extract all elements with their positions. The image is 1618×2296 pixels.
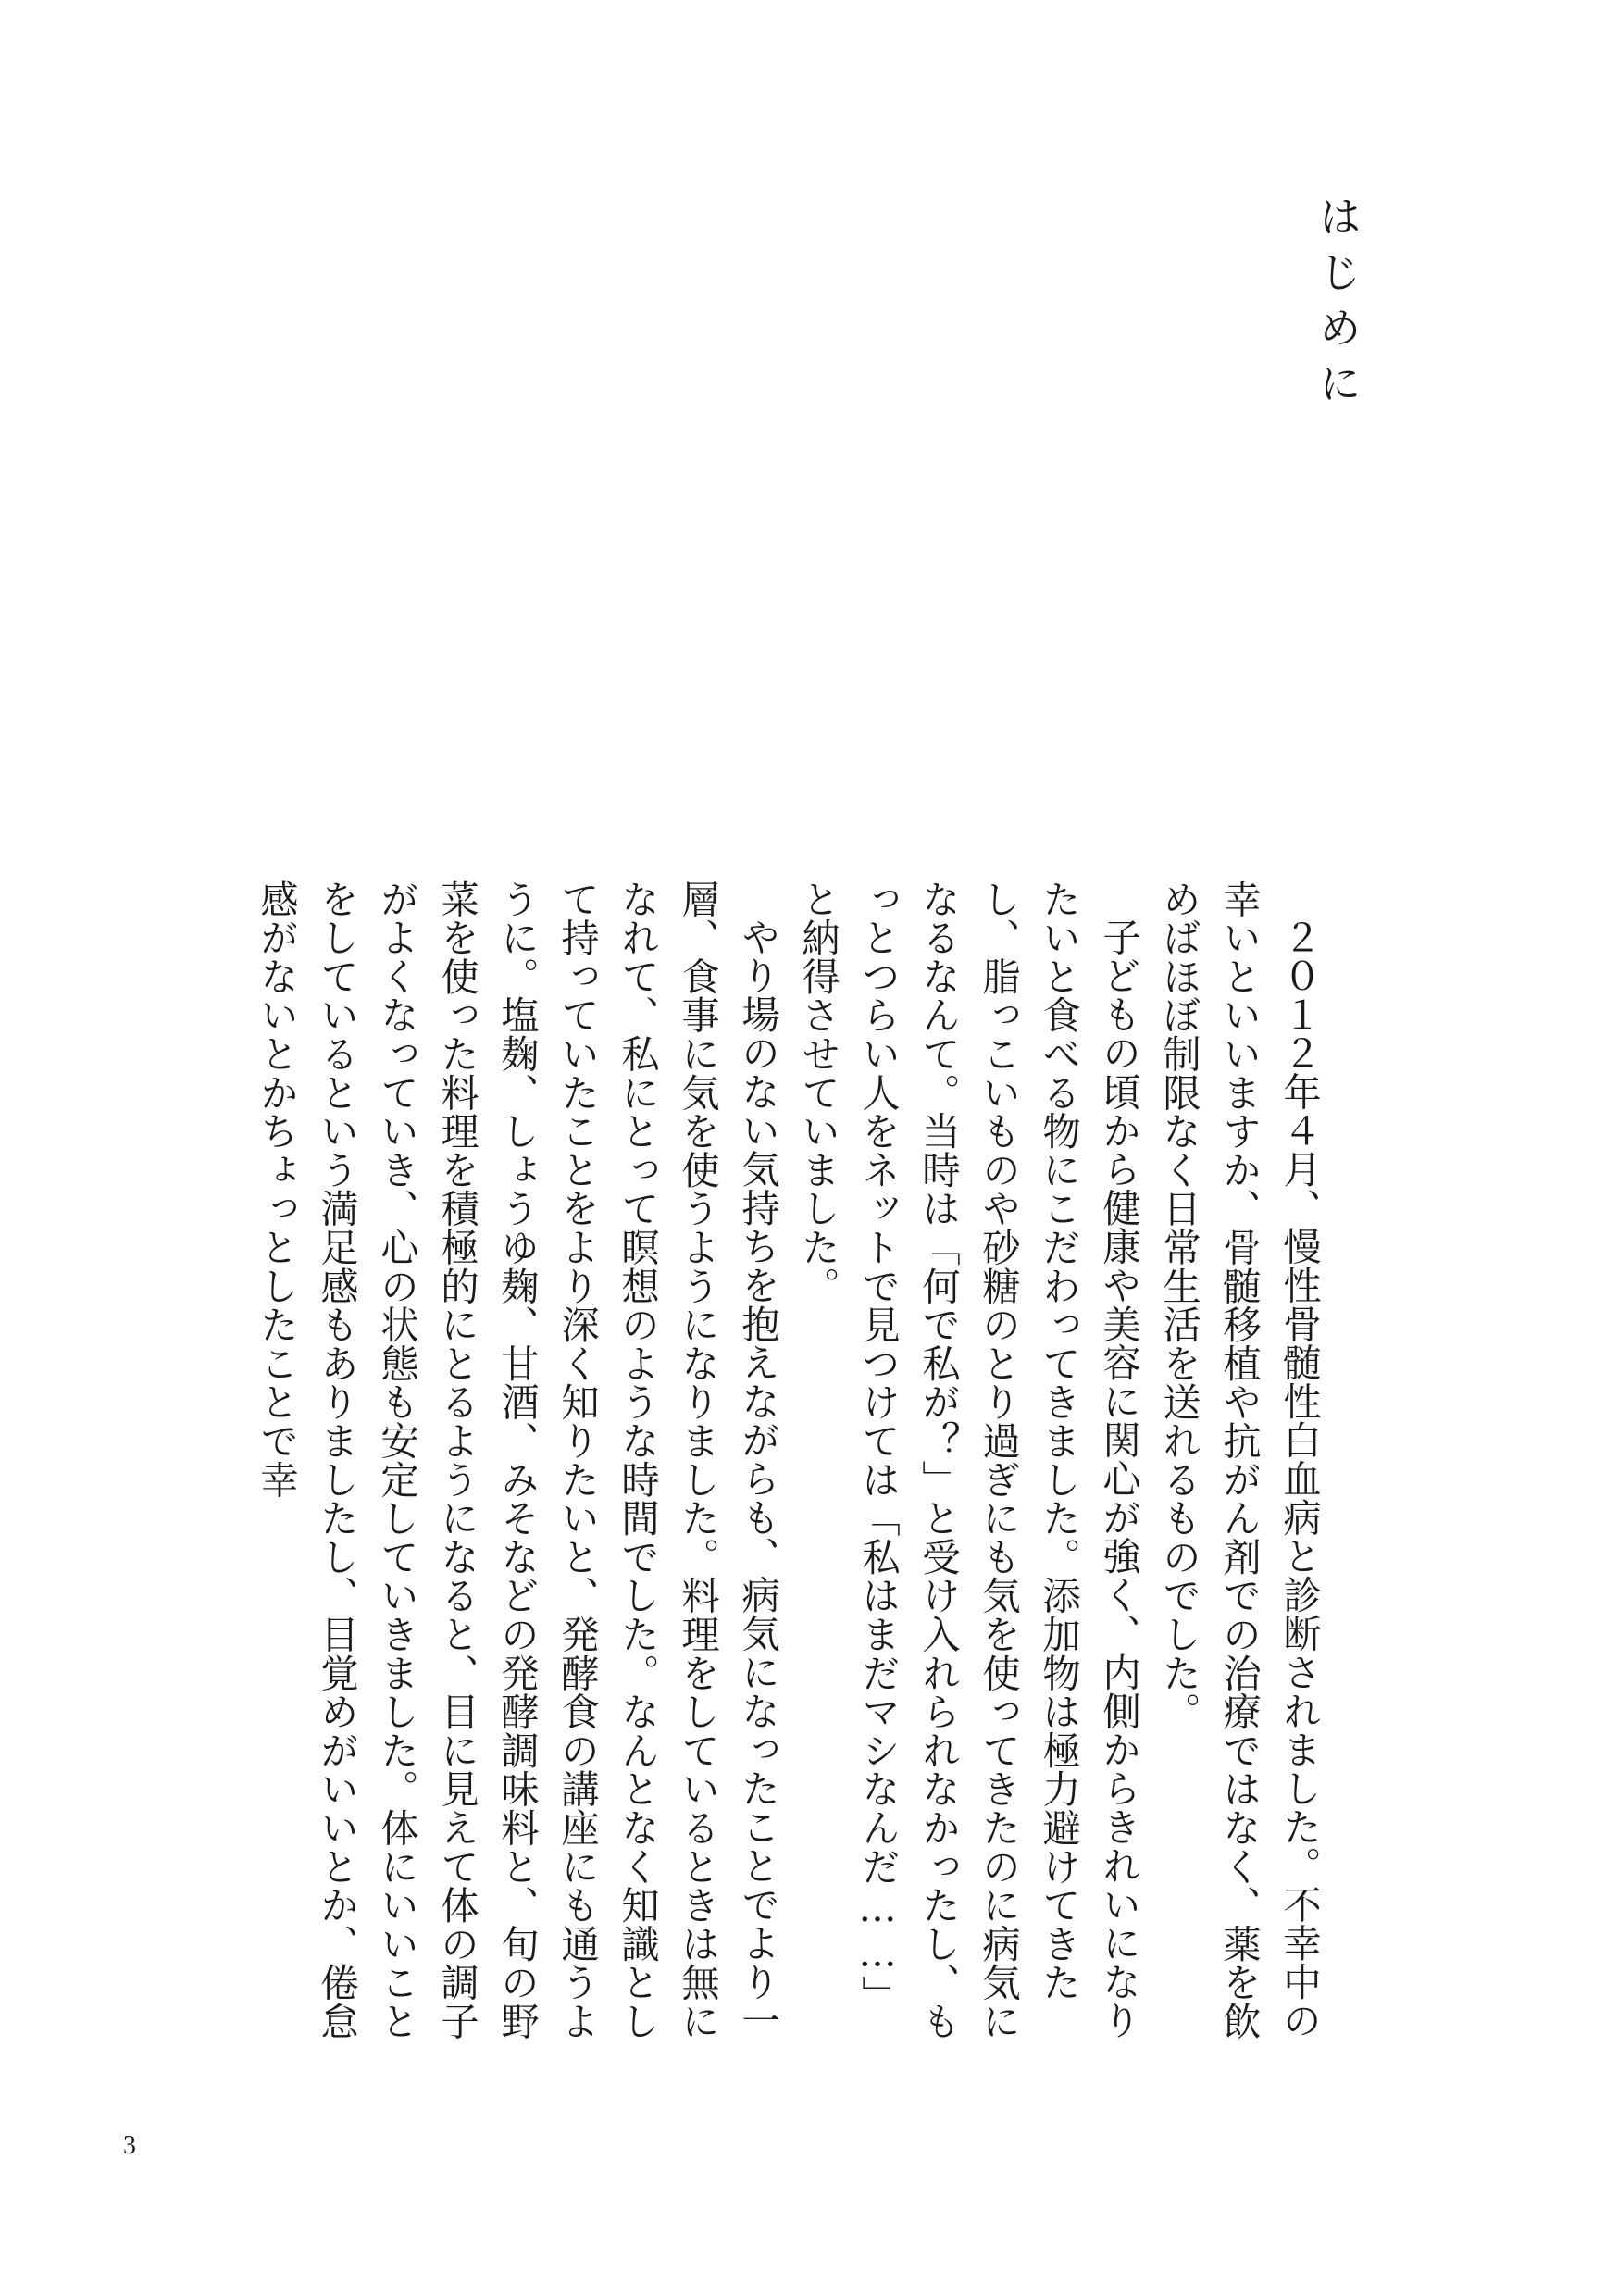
page-number: 3: [123, 2131, 136, 2160]
paragraph-2: 子どもの頃から健康や美容に関心が強く、内側からきれいになりたいと食べる物にこだわってきました。添加物は極力避けてきたし、脂っこいものや砂糖のとり過ぎにも気を使ってきたのに病気になるなんて。当時は「何で私が？」と受け入れられなかったし、もっとつらい人をネットで見つけては「私はまだマシなんだ……」と納得させていました。: [795, 880, 1140, 2040]
chapter-heading: はじめに: [1313, 194, 1363, 417]
body-text: [130, 880, 1328, 2046]
paragraph-1: ２０１２年４月、慢性骨髄性白血病と診断されました。不幸中の幸いといいますか、骨髄移植や抗がん剤での治療ではなく、薬を飲めばほぼ制限なく日常生活を送れるものでした。: [1156, 880, 1321, 2040]
paragraph-3: やり場のない気持ちを抱えながらも、病気になったことでより一層、食事に気を使うようになりました。料理をしているときは無になれて、私にとって瞑想のような時間でした。なんとなく知識として持っていたことをより深く知りたいと、発酵食の講座にも通うように。塩麹、しょうゆ麹、甘酒、みそなどの発酵調味料と、旬の野菜を使った料理を積極的にとるようになると、目に見えて体の調子がよくなっていき、心の状態も安定していきました。体にいいことをしているという満足感もありましたし、目覚めがいいとか、倦怠感がないとかちょっとしたことで幸: [254, 880, 779, 2040]
